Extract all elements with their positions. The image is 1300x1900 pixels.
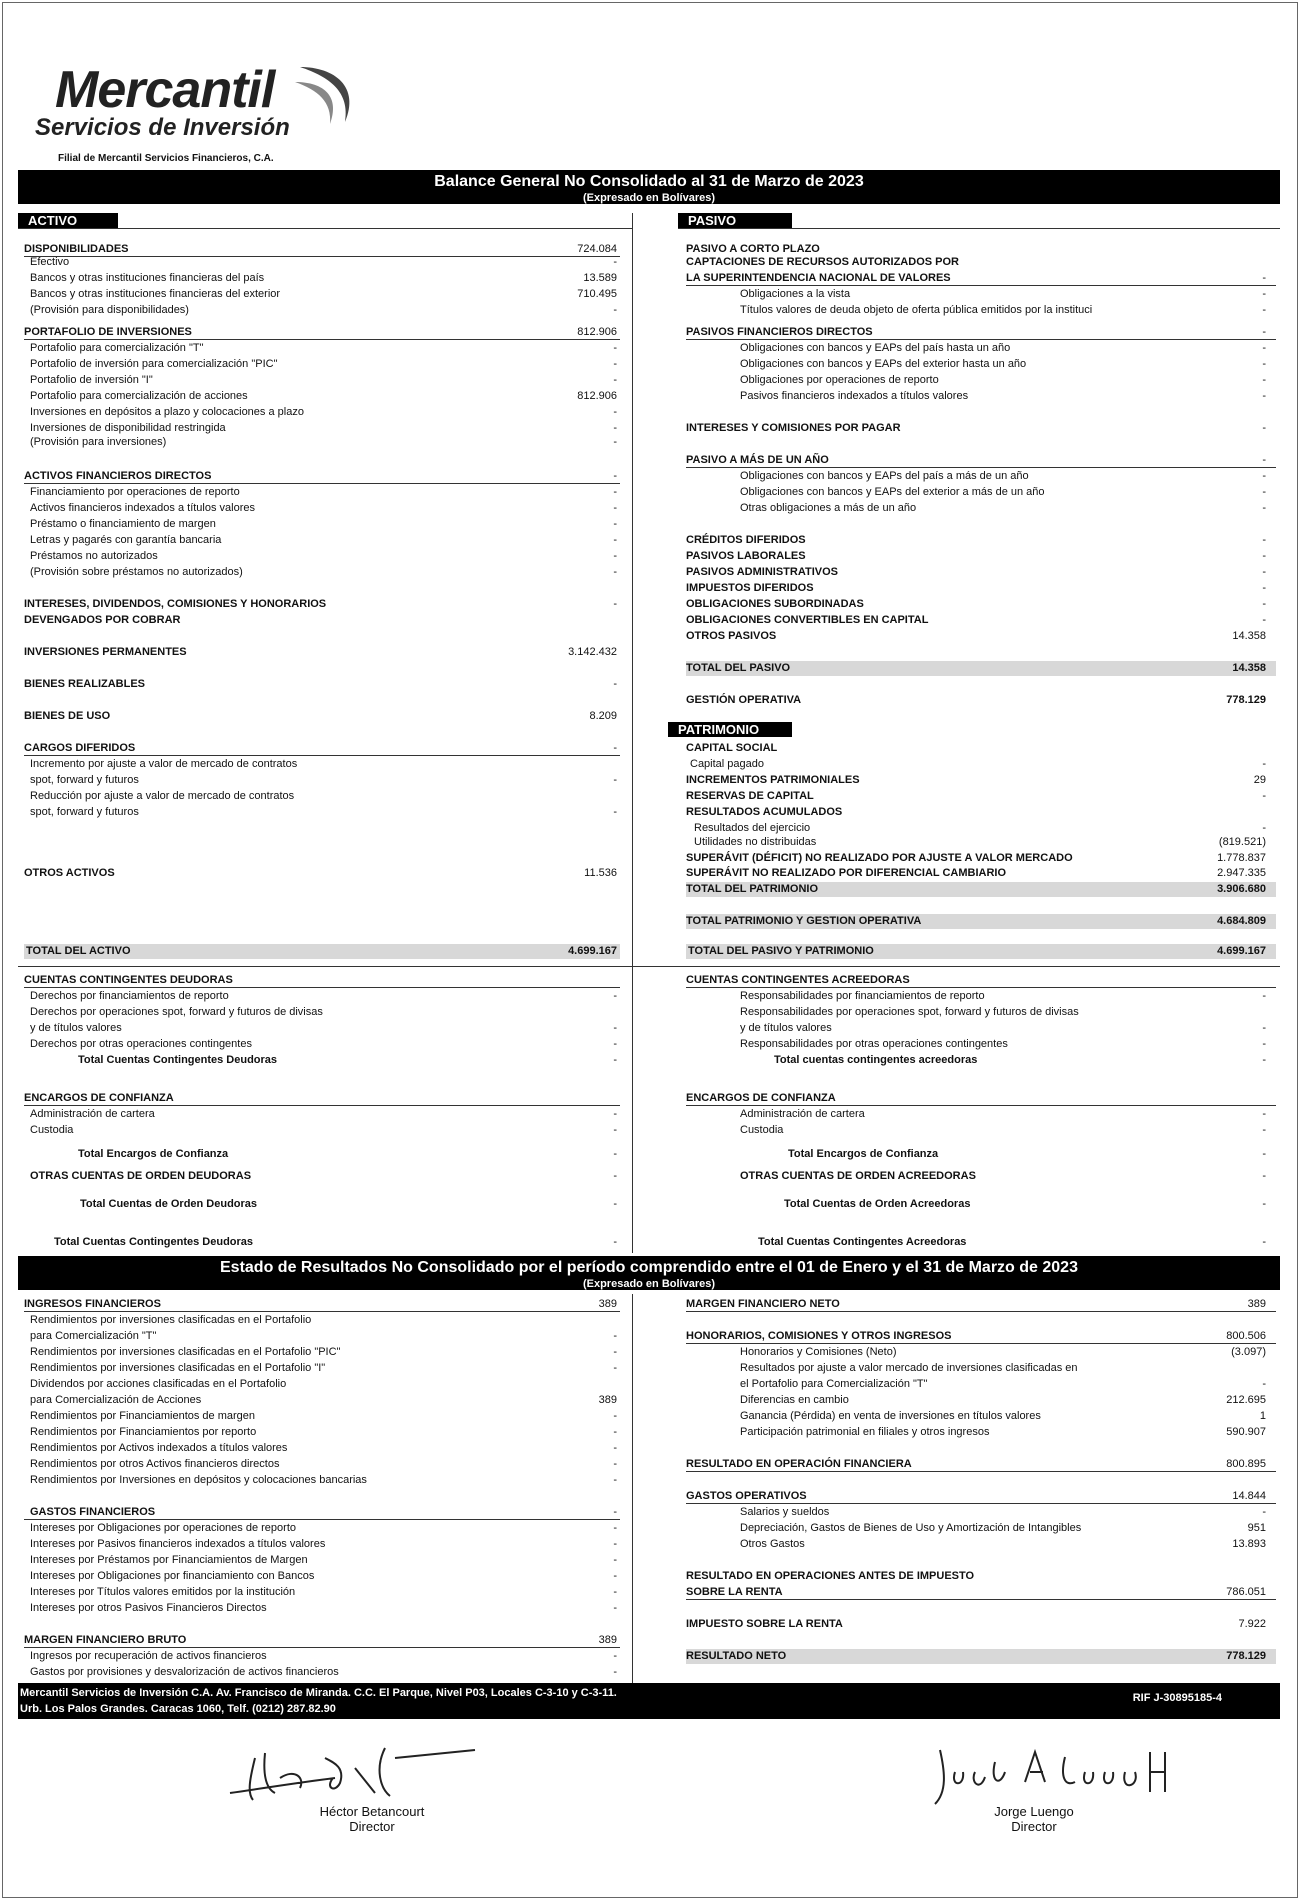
- row-value: -: [1262, 342, 1266, 354]
- row-label: Intereses por Obligaciones por financiamiento con Bancos: [30, 1570, 315, 1582]
- balance-title-banner: [18, 170, 1280, 204]
- row-label: OTRAS CUENTAS DE ORDEN DEUDORAS: [30, 1170, 252, 1182]
- row-value: -: [1262, 454, 1266, 466]
- row-value: -: [613, 304, 617, 316]
- row-value: (3.097): [1231, 1346, 1266, 1358]
- row-label: (Provisión para inversiones): [30, 436, 167, 448]
- row-label: Financiamiento por operaciones de reporto: [30, 486, 240, 498]
- row-underline: [686, 1105, 1276, 1106]
- row-label: el Portafolio para Comercialización "T": [740, 1378, 928, 1390]
- row-label: INGRESOS FINANCIEROS: [24, 1298, 161, 1310]
- total-activo-value: 4.699.167: [568, 945, 617, 957]
- row-label: Préstamo o financiamiento de margen: [30, 518, 216, 530]
- row-value: -: [613, 990, 617, 1002]
- row-value: 14.358: [1232, 630, 1266, 642]
- row-value: -: [613, 1442, 617, 1454]
- row-label: Portafolio para comercialización de acciones: [30, 390, 248, 402]
- row-label: Intereses por Obligaciones por operaciones de reporto: [30, 1522, 296, 1534]
- row-value: -: [613, 1410, 617, 1422]
- row-underline: [686, 987, 1276, 988]
- row-value: -: [1262, 614, 1266, 626]
- row-value: -: [1262, 470, 1266, 482]
- row-label: DISPONIBILIDADES: [24, 243, 129, 255]
- row-label: PASIVOS FINANCIEROS DIRECTOS: [686, 326, 873, 338]
- row-value: 778.129: [1226, 1650, 1266, 1662]
- row-label: Obligaciones con bancos y EAPs del país a más de un año: [740, 470, 1029, 482]
- row-value: 13.893: [1232, 1538, 1266, 1550]
- row-label: LA SUPERINTENDENCIA NACIONAL DE VALORES: [686, 272, 951, 284]
- row-value: -: [613, 1458, 617, 1470]
- row-label: Total Cuentas Contingentes Deudoras: [78, 1054, 278, 1066]
- row-label: Honorarios y Comisiones (Neto): [740, 1346, 897, 1358]
- pasivo-header: PASIVO: [678, 213, 792, 228]
- row-value: -: [613, 1170, 617, 1182]
- row-value: -: [613, 566, 617, 578]
- row-value: 800.895: [1226, 1458, 1266, 1470]
- row-label: Derechos por operaciones spot, forward y futuros de divisas: [30, 1006, 323, 1018]
- results-title: Estado de Resultados No Consolidado por el período comprendido entre el 01 de Enero y el 31 de Marzo de 2023: [220, 1259, 1078, 1276]
- row-label: IMPUESTOS DIFERIDOS: [686, 582, 814, 594]
- row-label: Intereses por Préstamos por Financiamientos de Margen: [30, 1554, 308, 1566]
- row-value: -: [1262, 1022, 1266, 1034]
- row-label: Ingresos por recuperación de activos financieros: [30, 1650, 267, 1662]
- row-value: -: [1262, 502, 1266, 514]
- row-label: Derechos por otras operaciones contingentes: [30, 1038, 252, 1050]
- row-value: 389: [598, 1298, 617, 1310]
- row-value: -: [613, 1602, 617, 1614]
- row-label: Administración de cartera: [740, 1108, 865, 1120]
- row-label: PASIVO A MÁS DE UN AÑO: [686, 454, 829, 466]
- row-value: -: [1262, 326, 1266, 338]
- row-label: MARGEN FINANCIERO BRUTO: [24, 1634, 187, 1646]
- footer-address-line2: Urb. Los Palos Grandes. Caracas 1060, Telf. (0212) 287.82.90: [20, 1703, 336, 1715]
- row-value: -: [1262, 790, 1266, 802]
- row-value: -: [613, 678, 617, 690]
- row-label: Responsabilidades por financiamientos de reporto: [740, 990, 985, 1002]
- row-value: -: [613, 1236, 617, 1248]
- row-value: -: [1262, 1108, 1266, 1120]
- row-value: 710.495: [577, 288, 617, 300]
- row-value: -: [613, 534, 617, 546]
- row-underline: [24, 339, 620, 340]
- row-label: PASIVO A CORTO PLAZO: [686, 243, 820, 255]
- row-value: -: [1262, 582, 1266, 594]
- row-underline: [686, 1311, 1276, 1312]
- row-value: 590.907: [1226, 1426, 1266, 1438]
- balance-title: Balance General No Consolidado al 31 de Marzo de 2023: [434, 173, 864, 190]
- row-value: 786.051: [1226, 1586, 1266, 1598]
- row-label: Obligaciones con bancos y EAPs del exterior hasta un año: [740, 358, 1027, 370]
- row-value: -: [613, 502, 617, 514]
- row-value: 951: [1247, 1522, 1266, 1534]
- row-label: Obligaciones por operaciones de reporto: [740, 374, 939, 386]
- row-label: Otros Gastos: [740, 1538, 805, 1550]
- row-value: 1: [1259, 1410, 1266, 1422]
- row-value: 7.922: [1238, 1618, 1266, 1630]
- row-label: Préstamos no autorizados: [30, 550, 158, 562]
- row-value: -: [1262, 1236, 1266, 1248]
- row-label: Total Cuentas Contingentes Acreedoras: [758, 1236, 967, 1248]
- row-label: Resultados del ejercicio: [694, 822, 811, 834]
- footer-banner: [18, 1683, 1280, 1719]
- activo-header: ACTIVO: [18, 213, 118, 228]
- row-label: ACTIVOS FINANCIEROS DIRECTOS: [24, 470, 212, 482]
- row-label: SOBRE LA RENTA: [686, 1586, 783, 1598]
- row-label: RESULTADOS ACUMULADOS: [686, 806, 843, 818]
- row-label: Resultados por ajuste a valor mercado de inversiones clasificadas en: [740, 1362, 1078, 1374]
- row-label: Títulos valores de deuda objeto de oferta pública emitidos por la instituci: [740, 304, 1093, 316]
- row-underline: [24, 987, 620, 988]
- row-value: -: [613, 1022, 617, 1034]
- row-underline: [24, 1647, 620, 1648]
- row-label: Total Encargos de Confianza: [788, 1148, 939, 1160]
- row-label: Bancos y otras instituciones financieras del país: [30, 272, 265, 284]
- row-underline: [686, 1503, 1276, 1504]
- row-value: -: [613, 374, 617, 386]
- row-label: Obligaciones con bancos y EAPs del país hasta un año: [740, 342, 1011, 354]
- row-value: 800.506: [1226, 1330, 1266, 1342]
- row-value: -: [1262, 1038, 1266, 1050]
- row-label: BIENES DE USO: [24, 710, 111, 722]
- results-title-banner: [18, 1256, 1280, 1290]
- row-value: -: [1262, 1198, 1266, 1210]
- signer-name: Héctor Betancourt: [319, 1804, 425, 1819]
- row-value: -: [613, 806, 617, 818]
- row-label: CRÉDITOS DIFERIDOS: [686, 534, 806, 546]
- row-value: -: [613, 518, 617, 530]
- row-value: -: [613, 1038, 617, 1050]
- row-label: para Comercialización "T": [30, 1330, 157, 1342]
- row-value: -: [1262, 422, 1266, 434]
- results-subtitle: (Expresado en Bolívares): [582, 1278, 716, 1290]
- row-value: -: [613, 1426, 617, 1438]
- row-value: -: [613, 1346, 617, 1358]
- row-label: OTROS PASIVOS: [686, 630, 777, 642]
- row-label: Total Encargos de Confianza: [78, 1148, 229, 1160]
- row-label: INCREMENTOS PATRIMONIALES: [686, 774, 860, 786]
- brand-name: Mercantil: [55, 61, 275, 119]
- row-label: Total Cuentas de Orden Acreedoras: [784, 1198, 971, 1210]
- row-underline: [686, 467, 1276, 468]
- row-value: 14.358: [1232, 662, 1266, 674]
- row-value: 389: [598, 1394, 617, 1406]
- row-label: BIENES REALIZABLES: [24, 678, 146, 690]
- row-value: -: [613, 406, 617, 418]
- row-label: Rendimientos por otros Activos financieros directos: [30, 1458, 280, 1470]
- row-value: -: [613, 1330, 617, 1342]
- row-label: Intereses por otros Pasivos Financieros Directos: [30, 1602, 267, 1614]
- row-label: TOTAL DEL PASIVO: [686, 662, 791, 674]
- row-label: (Provisión para disponibilidades): [30, 304, 189, 316]
- row-value: -: [1262, 1124, 1266, 1136]
- row-value: -: [1262, 990, 1266, 1002]
- row-label: Obligaciones con bancos y EAPs del exterior a más de un año: [740, 486, 1045, 498]
- row-label: Participación patrimonial en filiales y otros ingresos: [740, 1426, 990, 1438]
- row-value: -: [613, 1124, 617, 1136]
- row-label: Total Cuentas de Orden Deudoras: [80, 1198, 258, 1210]
- row-value: -: [613, 1554, 617, 1566]
- row-value: 778.129: [1226, 694, 1266, 706]
- row-label: Inversiones de disponibilidad restringida: [30, 422, 226, 434]
- row-value: -: [613, 422, 617, 434]
- balance-subtitle: (Expresado en Bolívares): [582, 192, 716, 204]
- row-label: spot, forward y futuros: [30, 774, 139, 786]
- row-value: 11.536: [584, 867, 617, 879]
- row-value: 2.947.335: [1217, 867, 1266, 879]
- row-label: para Comercialización de Acciones: [30, 1394, 202, 1406]
- row-value: -: [613, 486, 617, 498]
- row-label: Responsabilidades por operaciones spot, forward y futuros de divisas: [740, 1006, 1079, 1018]
- row-underline: [24, 1519, 620, 1520]
- column-divider: [632, 213, 633, 1253]
- row-label: ENCARGOS DE CONFIANZA: [24, 1092, 174, 1104]
- row-value: -: [613, 342, 617, 354]
- row-value: -: [1262, 1170, 1266, 1182]
- row-label: OTROS ACTIVOS: [24, 867, 115, 879]
- row-underline: [24, 256, 620, 257]
- row-label: INVERSIONES PERMANENTES: [24, 646, 187, 658]
- row-value: 724.084: [577, 243, 617, 255]
- row-label: GESTIÓN OPERATIVA: [686, 694, 802, 706]
- row-label: PORTAFOLIO DE INVERSIONES: [24, 326, 192, 338]
- row-value: -: [1262, 486, 1266, 498]
- row-underline: [24, 483, 620, 484]
- row-value: -: [1262, 566, 1266, 578]
- row-value: -: [613, 774, 617, 786]
- row-label: GASTOS OPERATIVOS: [686, 1490, 807, 1502]
- row-label: CUENTAS CONTINGENTES ACREEDORAS: [686, 974, 910, 986]
- row-label: Intereses por Pasivos financieros indexados a títulos valores: [30, 1538, 326, 1550]
- row-label: CAPITAL SOCIAL: [686, 742, 778, 754]
- row-label: TOTAL DEL PATRIMONIO: [686, 883, 818, 895]
- row-value: 1.778.837: [1217, 852, 1266, 864]
- row-value: -: [613, 1108, 617, 1120]
- row-label: Letras y pagarés con garantía bancaria: [30, 534, 222, 546]
- row-value: -: [1262, 272, 1266, 284]
- row-value: -: [1262, 822, 1266, 834]
- patrimonio-header: PATRIMONIO: [668, 722, 792, 737]
- row-label: Derechos por financiamientos de reporto: [30, 990, 229, 1002]
- row-value: -: [613, 1570, 617, 1582]
- row-label: RESULTADO NETO: [686, 1650, 787, 1662]
- row-value: -: [1262, 598, 1266, 610]
- row-value: 8.209: [589, 710, 617, 722]
- row-label: CARGOS DIFERIDOS: [24, 742, 136, 754]
- row-label: CAPTACIONES DE RECURSOS AUTORIZADOS POR: [686, 256, 959, 268]
- row-label: Custodia: [30, 1124, 74, 1136]
- row-value: -: [1262, 1054, 1266, 1066]
- row-label: Efectivo: [30, 256, 70, 268]
- row-value: -: [1262, 550, 1266, 562]
- row-label: GASTOS FINANCIEROS: [30, 1506, 156, 1518]
- row-label: y de títulos valores: [740, 1022, 832, 1034]
- row-label: Rendimientos por Financiamientos de margen: [30, 1410, 256, 1422]
- row-value: -: [613, 1522, 617, 1534]
- row-label: Bancos y otras instituciones financieras del exterior: [30, 288, 281, 300]
- row-label: Dividendos por acciones clasificadas en el Portafolio: [30, 1378, 287, 1390]
- row-label: MARGEN FINANCIERO NETO: [686, 1298, 840, 1310]
- row-label: Rendimientos por Financiamientos por reporto: [30, 1426, 257, 1438]
- row-value: -: [613, 1666, 617, 1678]
- signature-block-2: [924, 1804, 1144, 1834]
- row-value: -: [1262, 374, 1266, 386]
- row-label: SUPERÁVIT (DÉFICIT) NO REALIZADO POR AJUSTE A VALOR MERCADO: [686, 852, 1073, 864]
- row-label: Utilidades no distribuidas: [694, 836, 817, 848]
- signature-luengo: [925, 1742, 1175, 1812]
- row-label: Depreciación, Gastos de Bienes de Uso y Amortización de Intangibles: [740, 1522, 1082, 1534]
- row-label: IMPUESTO SOBRE LA RENTA: [686, 1618, 843, 1630]
- row-label: CUENTAS CONTINGENTES DEUDORAS: [24, 974, 233, 986]
- row-label: OBLIGACIONES CONVERTIBLES EN CAPITAL: [686, 614, 929, 626]
- row-label: DEVENGADOS POR COBRAR: [24, 614, 181, 626]
- row-value: -: [1262, 288, 1266, 300]
- row-value: -: [1262, 1148, 1266, 1160]
- row-label: Salarios y sueldos: [740, 1506, 830, 1518]
- signature-block-1: [262, 1804, 482, 1834]
- row-value: (819.521): [1218, 836, 1266, 848]
- row-label: Total Cuentas Contingentes Deudoras: [54, 1236, 254, 1248]
- row-label: (Provisión sobre préstamos no autorizados): [30, 566, 243, 578]
- row-label: Rendimientos por inversiones clasificadas en el Portafolio: [30, 1314, 312, 1326]
- row-value: -: [613, 1148, 617, 1160]
- footer-rif: RIF J-30895185-4: [1132, 1692, 1222, 1704]
- signature-betancourt: [225, 1738, 505, 1808]
- row-label: INTERESES, DIVIDENDOS, COMISIONES Y HONORARIOS: [24, 598, 327, 610]
- row-label: Gastos por provisiones y desvalorización de activos financieros: [30, 1666, 339, 1678]
- row-value: 812.906: [577, 390, 617, 402]
- row-label: Total cuentas contingentes acreedoras: [774, 1054, 978, 1066]
- row-label: y de títulos valores: [30, 1022, 122, 1034]
- brand-subtitle: Servicios de Inversión: [35, 114, 290, 141]
- row-value: -: [613, 742, 617, 754]
- row-underline: [686, 1343, 1276, 1344]
- row-value: -: [613, 358, 617, 370]
- row-label: Portafolio de inversión para comercialización "PIC": [30, 358, 278, 370]
- row-label: TOTAL PATRIMONIO Y GESTION OPERATIVA: [686, 915, 922, 927]
- row-label: Rendimientos por Inversiones en depósitos y colocaciones bancarias: [30, 1474, 367, 1486]
- row-value: -: [613, 1506, 617, 1518]
- row-label: Rendimientos por inversiones clasificadas en el Portafolio "PIC": [30, 1346, 341, 1358]
- row-value: 212.695: [1226, 1394, 1266, 1406]
- row-value: -: [1262, 304, 1266, 316]
- total-pasivo-patrimonio-value: 4.699.167: [1217, 945, 1266, 957]
- row-label: Incremento por ajuste a valor de mercado de contratos: [30, 758, 298, 770]
- row-value: -: [613, 1054, 617, 1066]
- row-value: 29: [1253, 774, 1266, 786]
- row-label: SUPERÁVIT NO REALIZADO POR DIFERENCIAL CAMBIARIO: [686, 867, 1007, 879]
- row-label: Portafolio para comercialización "T": [30, 342, 204, 354]
- filial-text: Filial de Mercantil Servicios Financieros, C.A.: [58, 153, 274, 164]
- row-label: OTRAS CUENTAS DE ORDEN ACREEDORAS: [740, 1170, 976, 1182]
- row-underline: [686, 285, 1276, 286]
- row-value: -: [1262, 358, 1266, 370]
- row-value: -: [1262, 1506, 1266, 1518]
- row-value: -: [613, 1362, 617, 1374]
- row-label: Capital pagado: [690, 758, 765, 770]
- footer-address-line1: Mercantil Servicios de Inversión C.A. Av. Francisco de Miranda. C.C. El Parque, Nivel P03, Locales C-3-10 y C-3-11.: [20, 1687, 617, 1699]
- row-label: Rendimientos por Activos indexados a títulos valores: [30, 1442, 288, 1454]
- row-underline: [24, 755, 620, 756]
- row-value: -: [613, 550, 617, 562]
- row-underline: [24, 1105, 620, 1106]
- row-label: Pasivos financieros indexados a títulos valores: [740, 390, 969, 402]
- signer-role: Director: [349, 1819, 395, 1834]
- row-label: Ganancia (Pérdida) en venta de inversiones en títulos valores: [740, 1410, 1041, 1422]
- row-label: PASIVOS ADMINISTRATIVOS: [686, 566, 838, 578]
- row-label: INTERESES Y COMISIONES POR PAGAR: [686, 422, 901, 434]
- row-label: Obligaciones a la vista: [740, 288, 851, 300]
- row-underline: [686, 1599, 1276, 1600]
- row-label: Activos financieros indexados a títulos valores: [30, 502, 256, 514]
- row-value: -: [1262, 534, 1266, 546]
- row-value: 3.142.432: [568, 646, 617, 658]
- row-value: 389: [1247, 1298, 1266, 1310]
- row-label: HONORARIOS, COMISIONES Y OTROS INGRESOS: [686, 1330, 952, 1342]
- signer-role: Director: [1011, 1819, 1057, 1834]
- row-label: RESULTADO EN OPERACIONES ANTES DE IMPUESTO: [686, 1570, 975, 1582]
- total-pasivo-patrimonio-label: TOTAL DEL PASIVO Y PATRIMONIO: [688, 945, 874, 957]
- row-value: -: [1262, 390, 1266, 402]
- row-label: Inversiones en depósitos a plazo y colocaciones a plazo: [30, 406, 304, 418]
- row-label: Responsabilidades por otras operaciones contingentes: [740, 1038, 1008, 1050]
- row-value: -: [613, 1586, 617, 1598]
- swoosh-icon: [290, 62, 360, 132]
- row-value: -: [613, 1474, 617, 1486]
- total-activo-label: TOTAL DEL ACTIVO: [26, 945, 131, 957]
- row-label: RESERVAS DE CAPITAL: [686, 790, 814, 802]
- row-underline: [686, 1471, 1276, 1472]
- row-value: -: [613, 436, 617, 448]
- row-value: 3.906.680: [1217, 883, 1266, 895]
- row-label: Reducción por ajuste a valor de mercado de contratos: [30, 790, 295, 802]
- mercantil-logo: [35, 62, 375, 162]
- row-underline: [686, 339, 1276, 340]
- row-underline: [24, 1311, 620, 1312]
- row-label: ENCARGOS DE CONFIANZA: [686, 1092, 836, 1104]
- row-label: Administración de cartera: [30, 1108, 155, 1120]
- row-label: RESULTADO EN OPERACIÓN FINANCIERA: [686, 1458, 912, 1470]
- row-value: -: [613, 470, 617, 482]
- row-value: -: [613, 1650, 617, 1662]
- row-value: 4.684.809: [1217, 915, 1266, 927]
- row-label: Portafolio de inversión "I": [30, 374, 153, 386]
- row-value: -: [613, 1538, 617, 1550]
- signer-name: Jorge Luengo: [994, 1804, 1074, 1819]
- row-value: 14.844: [1232, 1490, 1266, 1502]
- row-label: Otras obligaciones a más de un año: [740, 502, 917, 514]
- row-value: 389: [598, 1634, 617, 1646]
- row-label: Intereses por Títulos valores emitidos por la institución: [30, 1586, 296, 1598]
- row-value: 13.589: [583, 272, 617, 284]
- row-value: -: [613, 256, 617, 268]
- row-value: -: [1262, 758, 1266, 770]
- row-label: Custodia: [740, 1124, 784, 1136]
- row-label: PASIVOS LABORALES: [686, 550, 806, 562]
- row-label: Diferencias en cambio: [740, 1394, 849, 1406]
- row-label: Rendimientos por inversiones clasificadas en el Portafolio "I": [30, 1362, 326, 1374]
- row-label: spot, forward y futuros: [30, 806, 139, 818]
- row-value: -: [613, 598, 617, 610]
- row-value: -: [1262, 1378, 1266, 1390]
- row-value: -: [613, 1198, 617, 1210]
- row-label: OBLIGACIONES SUBORDINADAS: [686, 598, 864, 610]
- row-value: 812.906: [577, 326, 617, 338]
